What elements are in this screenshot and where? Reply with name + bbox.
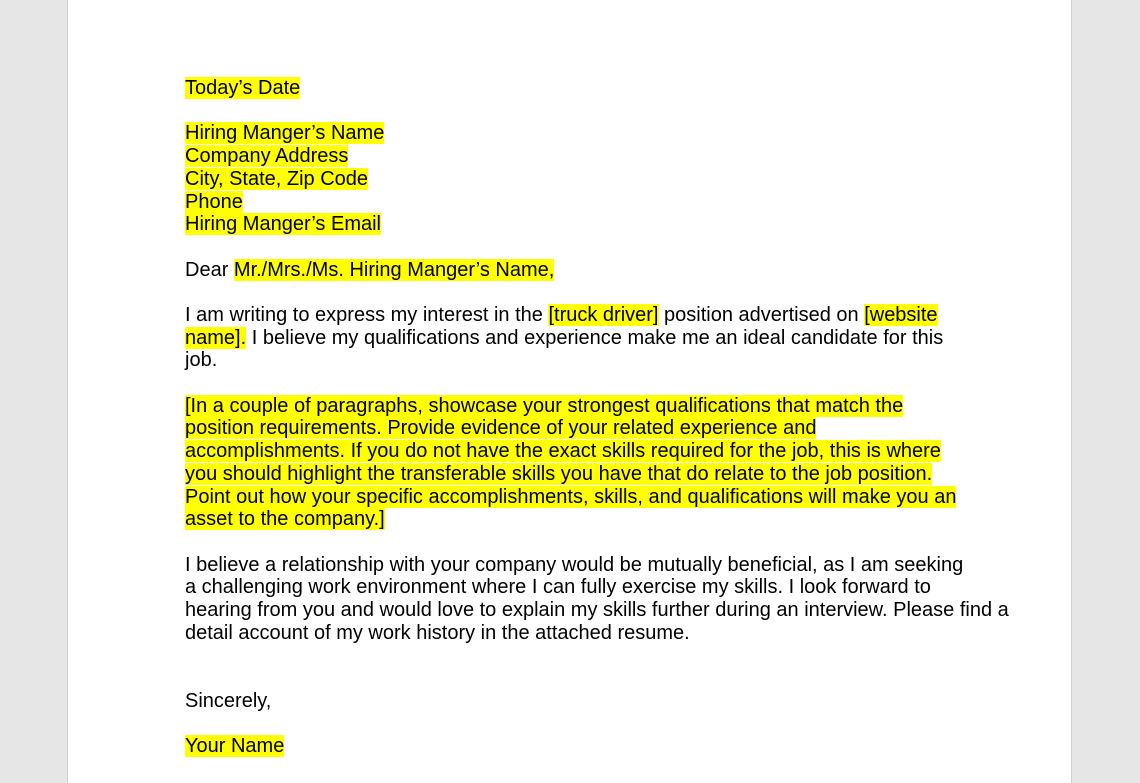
- date-line: [185, 77, 975, 100]
- date-placeholder: Today’s Date: [185, 77, 301, 99]
- salutation: [185, 259, 975, 282]
- recipient-phone: Phone: [185, 190, 243, 213]
- website-placeholder-part1: [website: [864, 303, 938, 326]
- recipient-city-state-zip: City, State, Zip Code: [185, 167, 369, 190]
- salutation-name: Mr./Mrs./Ms. Hiring Manger’s Name,: [233, 258, 555, 281]
- intro-paragraph: I am writing to express my interest in the [truck driver] position advertised on [website name]. I believe my qualifications and experience make me an ideal candidate for this job.: [185, 303, 944, 372]
- recipient-email: Hiring Manger’s Email: [185, 213, 381, 236]
- signoff: Sincerely,: [185, 689, 272, 712]
- salutation-prefix: Dear: [185, 258, 234, 281]
- document-page[interactable]: [67, 0, 1072, 783]
- letter-body[interactable]: [185, 77, 1009, 758]
- signature-line: [185, 735, 975, 758]
- position-placeholder: [truck driver]: [548, 303, 659, 326]
- recipient-block: [185, 122, 975, 236]
- body-placeholder-paragraph: [In a couple of paragraphs, showcase your strongest qualifications that match the position requirements. Provide evidence of your related experience and accomplishments. If you do not have the exact skills required for the job, this is where you should highlight the transferable skills you have that do relate to the job position. Point out how your specific accomplishments, skills, and qualifications will make you an asset to the company.]: [185, 394, 957, 531]
- website-placeholder-part2: name].: [185, 326, 247, 349]
- closing-paragraph: I believe a relationship with your company would be mutually beneficial, as I am seeking a challenging work environment where I can fully exercise my skills. I look forward to hearing from you and would love to explain my skills further during an interview. Please find a detail account of my work history in the attached resume.: [185, 553, 1009, 644]
- recipient-address: Company Address: [185, 145, 349, 168]
- signature-placeholder: Your Name: [185, 735, 285, 758]
- recipient-name: Hiring Manger’s Name: [185, 122, 385, 145]
